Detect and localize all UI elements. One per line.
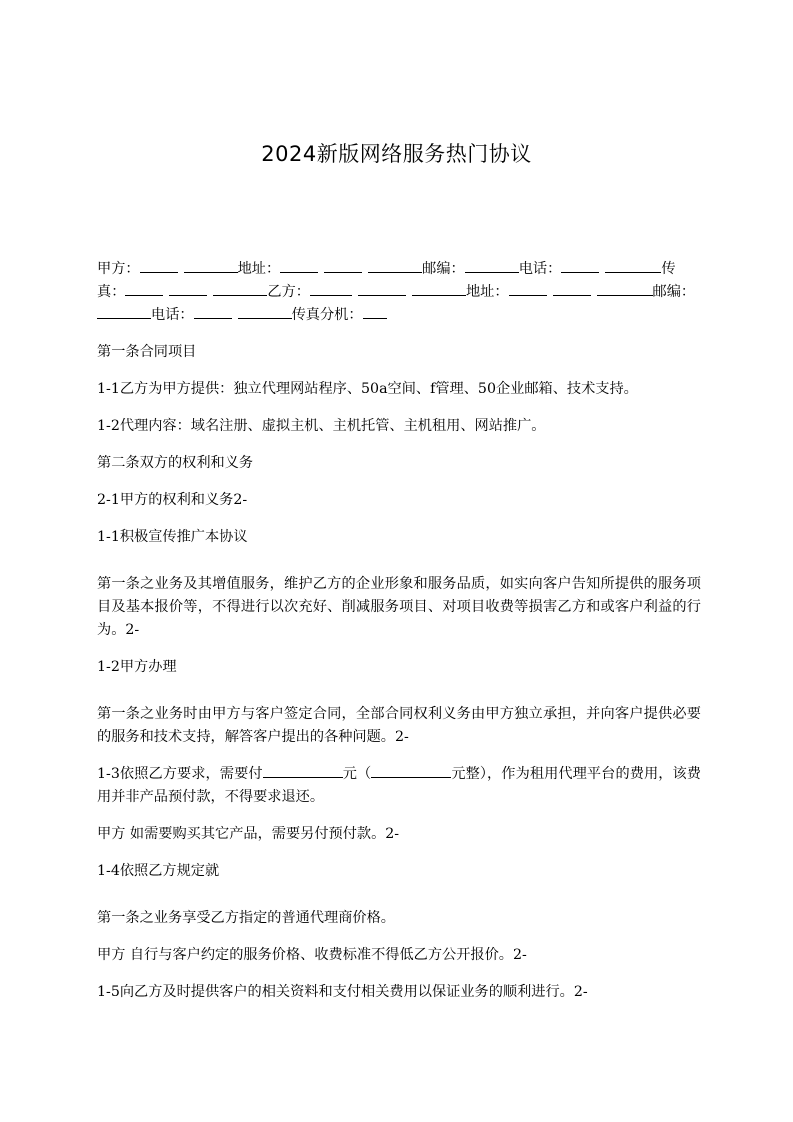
party-info-block: [97, 258, 701, 327]
clause-paragraph: 1-5向乙方及时提供客户的相关资料和支付相关费用以保证业务的顺利进行。2-: [97, 984, 588, 1000]
postcode-label: 邮编：: [422, 261, 465, 277]
clause-paragraph: 2-1甲方的权利和义务2-: [97, 492, 248, 508]
postcode-blank: [97, 304, 151, 319]
party-a-label: 甲方：: [97, 261, 140, 277]
amount-blank: [263, 763, 343, 778]
party-b-blank: [412, 281, 466, 296]
party-b-label: 乙方：: [267, 284, 310, 300]
clause-paragraph: 1-4依照乙方规定就: [97, 863, 220, 879]
address-blank: [509, 281, 547, 296]
phone-blank: [605, 258, 653, 273]
postcode-blank: [465, 258, 519, 273]
party-a-blank: [140, 258, 178, 273]
section-heading: 第一条合同项目: [97, 344, 197, 360]
phone-label: 电话：: [151, 307, 194, 323]
payment-text: 元（: [342, 766, 372, 782]
clause-paragraph: 1-1乙方为甲方提供：独立代理网站程序、50a空间、f管理、50企业邮箱、技术支持。: [97, 381, 638, 397]
clause-paragraph: 第一条之业务享受乙方指定的普通代理商价格。: [97, 910, 395, 926]
fax-ext-blank: [363, 304, 387, 319]
address-blank: [280, 258, 318, 273]
fax-ext-label: 传真分机：: [291, 307, 363, 323]
address-label: 地址：: [465, 284, 509, 300]
address-blank: [368, 258, 422, 273]
phone-blank: [194, 304, 232, 319]
clause-paragraph: 甲方 自行与客户约定的服务价格、收费标准不得低乙方公开报价。2-: [97, 947, 527, 963]
party-a-blank: [184, 258, 238, 273]
fax-blank: [169, 281, 207, 296]
clause-paragraph: 第一条之业务时由甲方与客户签定合同，全部合同权利义务由甲方独立承担，并向客户提供必要的服务和技术支持，解答客户提出的各种问题。2-: [97, 706, 701, 745]
address-blank: [597, 281, 629, 296]
fax-blank: [213, 281, 267, 296]
section-heading: 第二条双方的权利和义务: [97, 455, 254, 471]
party-b-blank: [358, 281, 406, 296]
clause-paragraph: 1-1积极宣传推广本协议: [97, 529, 248, 545]
amount-words-blank: [371, 763, 451, 778]
address-label: 地址：: [237, 261, 281, 277]
address-blank: [324, 258, 362, 273]
payment-text: 元整），作为租用代理平台的费用，该费用并非产品预付款，不得要求退还。: [97, 766, 701, 805]
clause-paragraph: 甲方 如需要购买其它产品，需要另付预付款。2-: [97, 826, 400, 842]
document-title: 2024新版网络服务热门协议: [261, 142, 532, 166]
postcode-label: 邮编：: [652, 284, 696, 300]
phone-blank: [238, 304, 292, 319]
clause-paragraph: 第一条之业务及其增值服务，维护乙方的企业形象和服务品质，如实向客户告知所提供的服务项目及基本报价等，不得进行以次充好、削减服务项目、对项目收费等损害乙方和或客户利益的行为。2-: [97, 576, 701, 638]
phone-label: 电话：: [518, 261, 562, 277]
fax-blank: [125, 281, 163, 296]
clause-paragraph: 1-2代理内容：域名注册、虚拟主机、主机托管、主机租用、网站推广。: [97, 418, 546, 434]
document-body: [97, 258, 701, 1018]
payment-clause: [97, 763, 701, 809]
address-blank: [629, 281, 653, 296]
fax-label: 传真：: [97, 261, 676, 300]
clause-paragraph: 1-2甲方办理: [97, 659, 177, 675]
payment-text: 1-3依照乙方要求，需要付: [97, 766, 263, 782]
phone-blank: [561, 258, 599, 273]
party-b-blank: [310, 281, 352, 296]
address-blank: [553, 281, 591, 296]
